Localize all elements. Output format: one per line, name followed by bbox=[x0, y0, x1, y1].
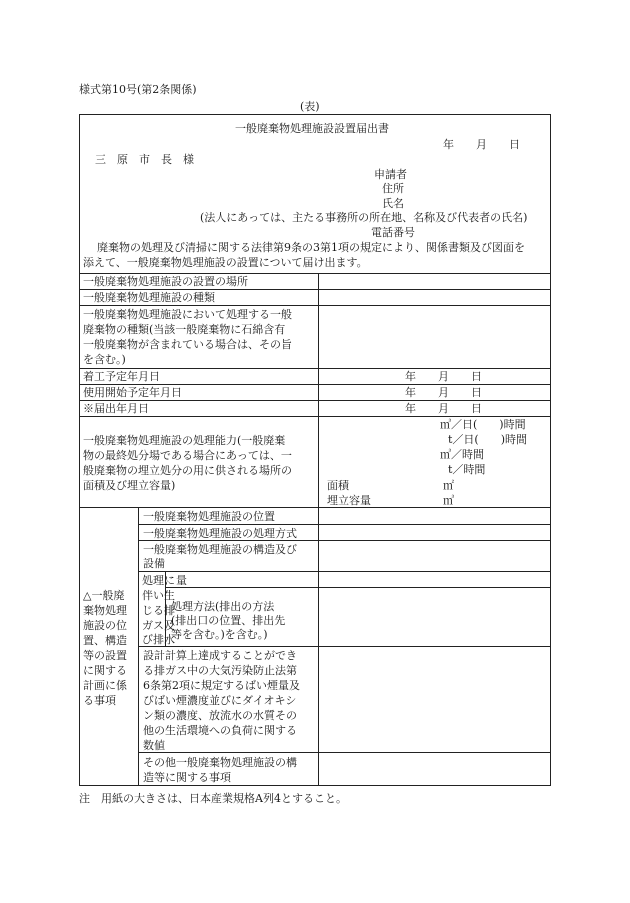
emission-label-3: じる排 bbox=[142, 604, 175, 617]
design-line-5: ン類の濃度、放流水の水質その bbox=[143, 709, 297, 722]
design-line-6: 他の生活環境への負荷に関する bbox=[143, 724, 297, 737]
capacity-unit-4[interactable]: t／時間 bbox=[448, 463, 486, 476]
addressee: 三 原 市 長 様 bbox=[95, 153, 194, 166]
row-start-date-label: 着工予定年月日 bbox=[83, 370, 160, 383]
plan-group-label-5: 等の設置 bbox=[83, 649, 127, 662]
submission-date[interactable]: 年 月 日 bbox=[443, 138, 520, 151]
design-line-2: る排ガス中の大気汚染防止法第 bbox=[143, 664, 297, 677]
plan-group-label-3: 施設の位 bbox=[83, 619, 127, 632]
capacity-unit-2[interactable]: t／日( )時間 bbox=[448, 433, 528, 446]
row-location-label: 一般廃棄物処理施設の設置の場所 bbox=[83, 275, 248, 288]
row-capacity-line-3: 般廃棄物の埋立処分の用に供される場所の bbox=[83, 464, 292, 477]
row-waste-kind-line-4: を含む。) bbox=[83, 353, 126, 366]
row-waste-kind-line-3: 一般廃棄物が含まれている場合は、その旨 bbox=[83, 338, 292, 351]
plan-structure-line-2: 設備 bbox=[143, 557, 165, 570]
plan-group-label-2: 棄物処理 bbox=[83, 604, 127, 617]
plan-group-label-8: る事項 bbox=[83, 694, 116, 707]
area-label: 面積 bbox=[327, 479, 349, 492]
design-line-7: 数値 bbox=[143, 739, 165, 752]
front-label: (表) bbox=[300, 100, 320, 113]
row-type-label: 一般廃棄物処理施設の種類 bbox=[83, 291, 215, 304]
emission-volume-label: 量 bbox=[176, 574, 187, 587]
plan-method-label: 一般廃棄物処理施設の処理方式 bbox=[143, 527, 297, 540]
body-text-line-2: 添えて、一般廃棄物処理施設の設置について届け出ます。 bbox=[83, 256, 368, 269]
area-unit[interactable]: ㎡ bbox=[443, 479, 454, 492]
capacity-unit-3[interactable]: ㎥／時間 bbox=[440, 448, 484, 461]
row-capacity-line-4: 面積及び埋立容量) bbox=[83, 479, 176, 492]
row-use-date-label: 使用開始予定年月日 bbox=[83, 386, 182, 399]
row-waste-kind-line-2: 廃棄物の種類(当該一般廃棄物に石綿含有 bbox=[83, 323, 286, 336]
plan-structure-line-1: 一般廃棄物処理施設の構造及び bbox=[143, 543, 297, 556]
applicant-label: 申請者 bbox=[374, 168, 407, 181]
row-start-date-value[interactable]: 年 月 日 bbox=[405, 370, 482, 383]
other-line-2: 造等に関する事項 bbox=[143, 771, 231, 784]
form-title: 一般廃棄物処理施設設置届出書 bbox=[235, 122, 389, 135]
row-waste-kind-line-1: 一般廃棄物処理施設において処理する一般 bbox=[83, 308, 292, 321]
plan-group-label-4: 置、構造 bbox=[83, 634, 127, 647]
design-line-1: 設計計算上達成することができ bbox=[143, 649, 297, 662]
plan-group-label-6: に関する bbox=[83, 664, 127, 677]
plan-group-label-1: △一般廃 bbox=[83, 589, 125, 602]
plan-position-label: 一般廃棄物処理施設の位置 bbox=[143, 510, 275, 523]
plan-group-label-7: 計画に係 bbox=[83, 679, 127, 692]
emission-label-4: ガス及 bbox=[142, 619, 175, 632]
treatment-line-3: 等を含む。)を含む。) bbox=[171, 628, 268, 641]
treatment-line-2: (排出口の位置、排出先 bbox=[171, 614, 286, 627]
applicant-phone[interactable]: 電話番号 bbox=[371, 226, 415, 239]
design-line-4: びばい煙濃度並びにダイオキシ bbox=[143, 694, 297, 707]
other-line-1: その他一般廃棄物処理施設の構 bbox=[143, 756, 297, 769]
emission-label-5: び排水 bbox=[142, 633, 175, 646]
row-notify-date-value[interactable]: 年 月 日 bbox=[405, 402, 482, 415]
form-number: 様式第10号(第2条関係) bbox=[79, 83, 197, 96]
body-text-line-1: 廃棄物の処理及び清掃に関する法律第9条の3第1項の規定により、関係書類及び図面を bbox=[97, 241, 525, 254]
row-use-date-value[interactable]: 年 月 日 bbox=[405, 386, 482, 399]
row-notify-date-label: ※届出年月日 bbox=[83, 402, 149, 415]
emission-label-2: 伴い生 bbox=[142, 589, 175, 602]
fill-unit[interactable]: ㎥ bbox=[443, 494, 454, 507]
row-capacity-line-1: 一般廃棄物処理施設の処理能力(一般廃棄 bbox=[83, 434, 286, 447]
design-line-3: 6条第2項に規定するばい煙量及 bbox=[143, 679, 300, 692]
applicant-name[interactable]: 氏名 bbox=[382, 197, 404, 210]
emission-label-1: 処理に bbox=[142, 574, 175, 587]
footnote: 注 用紙の大きさは、日本産業規格A列4とすること。 bbox=[79, 792, 347, 805]
row-capacity-line-2: 物の最終処分場である場合にあっては、一 bbox=[83, 449, 292, 462]
capacity-unit-1[interactable]: ㎥／日( )時間 bbox=[440, 418, 526, 431]
fill-label: 埋立容量 bbox=[327, 494, 371, 507]
treatment-line-1: 処理方法(排出の方法 bbox=[171, 600, 275, 613]
applicant-address[interactable]: 住所 bbox=[382, 182, 404, 195]
corporate-note: (法人にあっては、主たる事務所の所在地、名称及び代表者の氏名) bbox=[200, 211, 528, 224]
